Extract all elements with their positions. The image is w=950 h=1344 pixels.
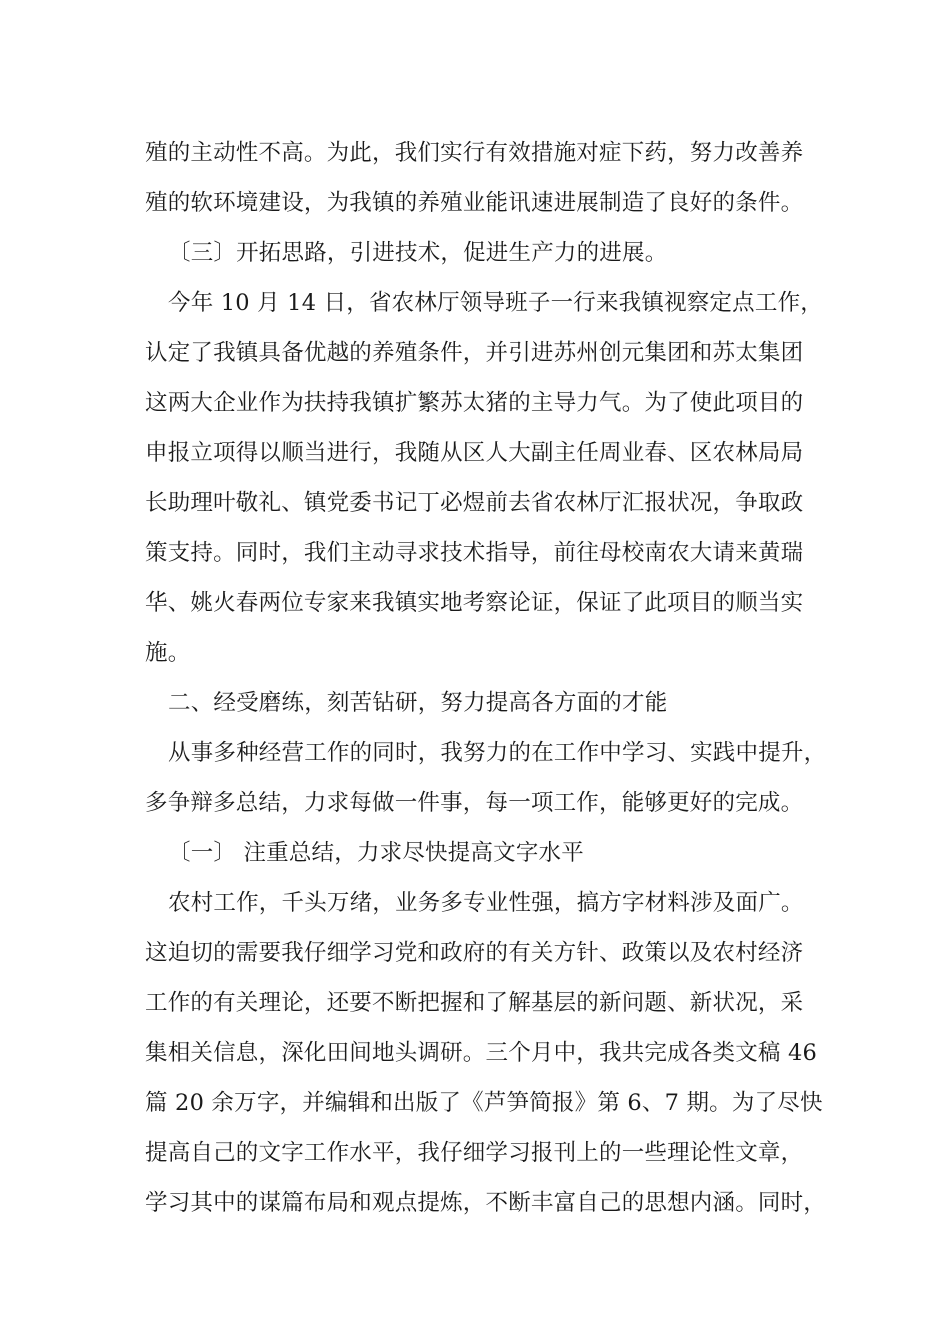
paragraph-line: 殖的软环境建设，为我镇的养殖业能讯速进展制造了良好的条件。 [145,190,804,216]
paragraph-line: 学习其中的谋篇布局和观点提炼，不断丰富自己的思想内涵。同时， [145,1190,827,1216]
section-heading: 〔一〕 注重总结，力求尽快提高文字水平 [168,840,584,866]
paragraph-line: 殖的主动性不高。为此，我们实行有效措施对症下药，努力改善养 [145,140,804,166]
paragraph-line: 认定了我镇具备优越的养殖条件，并引进苏州创元集团和苏太集团 [145,340,804,366]
paragraph-line: 长助理叶敬礼、镇党委书记丁必煜前去省农林厅汇报状况，争取政 [145,490,804,516]
paragraph-line: 从事多种经营工作的同时，我努力的在工作中学习、实践中提升， [168,740,827,766]
paragraph-line: 篇 20 余万字，并编辑和出版了《芦笋简报》第 6、7 期。为了尽快 [145,1090,823,1116]
paragraph-line: 这迫切的需要我仔细学习党和政府的有关方针、政策以及农村经济 [145,940,804,966]
paragraph-line: 提高自己的文字工作水平，我仔细学习报刊上的一些理论性文章， [145,1140,804,1166]
paragraph-line: 今年 10 月 14 日，省农林厅领导班子一行来我镇视察定点工作， [168,290,823,316]
paragraph-line: 集相关信息，深化田间地头调研。三个月中，我共完成各类文稿 46 [145,1040,817,1066]
paragraph-line: 申报立项得以顺当进行，我随从区人大副主任周业春、区农林局局 [145,440,804,466]
paragraph-line: 华、姚火春两位专家来我镇实地考察论证，保证了此项目的顺当实 [145,590,804,616]
paragraph-line: 施。 [145,640,191,666]
section-heading: 〔三〕开拓思路，引进技术，促进生产力的进展。 [168,240,668,266]
paragraph-line: 多争辩多总结，力求每做一件事，每一项工作，能够更好的完成。 [145,790,804,816]
paragraph-line: 农村工作，千头万绪，业务多专业性强，搞方字材料涉及面广。 [168,890,804,916]
paragraph-line: 这两大企业作为扶持我镇扩繁苏太猪的主导力气。为了使此项目的 [145,390,804,416]
paragraph-line: 策支持。同时，我们主动寻求技术指导，前往母校南农大请来黄瑞 [145,540,804,566]
paragraph-line: 工作的有关理论，还要不断把握和了解基层的新问题、新状况，采 [145,990,804,1016]
section-heading: 二、经受磨练，刻苦钻研，努力提高各方面的才能 [168,690,668,716]
